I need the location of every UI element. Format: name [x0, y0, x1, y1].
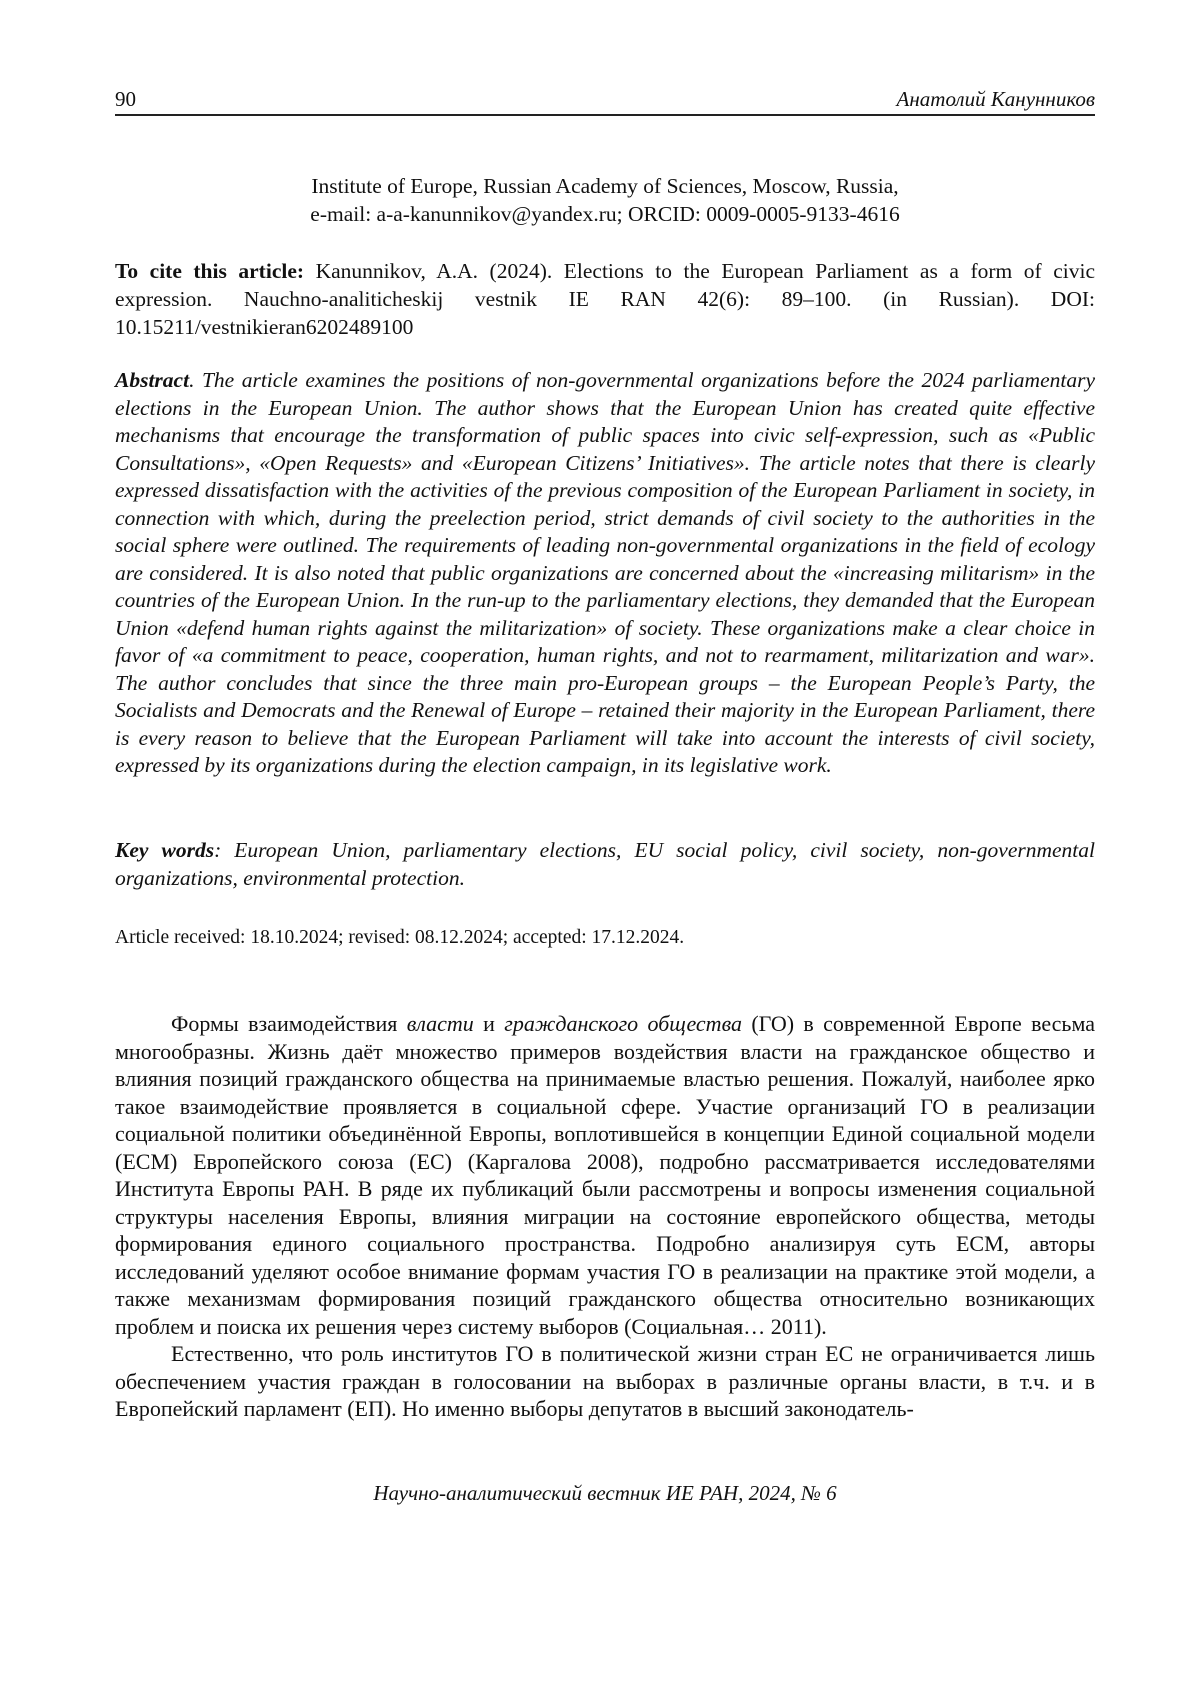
keywords-text: : European Union, parliamentary elections, EU social policy, civil society, non-governmental organizations, environmental protection.	[115, 838, 1095, 890]
page-number: 90	[115, 87, 136, 111]
abstract-text: . The article examines the positions of non-governmental organizations before the 2024 parliamentary elections in the European Union. The author shows that the European Union has created quite effective mechanisms that encourage the transformation of public spaces into civic self-expression, such as «Public Consultations», «Open Requests» and «European Citizens’ Initiatives». The article notes that there is clearly expressed dissatisfaction with the activities of the previous composition of the European Parliament in society, in connection with which, during the preelection period, strict demands of civil society to the authorities in the social sphere were outlined. The requirements of leading non-governmental organizations in the field of ecology are considered. It is also noted that public organizations are concerned about the «increasing militarism» in the countries of the European Union. In the run-up to the parliamentary elections, they demanded that the European Union «defend human rights against the militarization» of society. These organizations make a clear choice in favor of «a commitment to peace, cooperation, human rights, and not to rearmament, militarization and war». The author concludes that since the three main pro-European groups – the European People’s Party, the Socialists and Democrats and the Renewal of Europe – retained their majority in the European Parliament, there is every reason to believe that the European Parliament will take into account the interests of civil society, expressed by its organizations during the election campaign, in its legislative work.	[115, 368, 1095, 777]
keywords-block	[115, 837, 1095, 892]
abstract-label: Abstract	[115, 368, 190, 392]
journal-footer: Научно-аналитический вестник ИЕ РАН, 2024, № 6	[373, 1481, 837, 1505]
p1-rest: (ГО) в современной Европе весьма многообразны. Жизнь даёт множество примеров воздействия власти на гражданское общество и влияния позиций гражданского общества на принимаемые властью решения. Пожалуй, наиболее ярко такое взаимодействие проявляется в социальной сфере. Участие организаций ГО в реализации социальной политики объединённой Европы, воплотившейся в концепции Единой социальной модели (ЕСМ) Европейского союза (ЕС) (Каргалова 2008), подробно рассматривается исследователями Института Европы РАН. В ряде их публикаций были рассмотрены и вопросы изменения социальной структуры населения Европы, влияния миграции на состояние европейского общества, методы формирования единого социального пространства. Подробно анализируя суть ЕСМ, авторы исследований уделяют особое внимание формам участия ГО в реализации на практике этой модели, а также механизмам формирования позиций гражданского общества относительно возникающих проблем и поиска их решения через систему выборов (Социальная… 2011).	[115, 1011, 1095, 1339]
affiliation-line: Institute of Europe, Russian Academy of Sciences, Moscow, Russia,	[311, 174, 899, 198]
article-dates: Article received: 18.10.2024; revised: 08.12.2024; accepted: 17.12.2024.	[115, 927, 685, 948]
running-author: Анатолий Канунников	[896, 87, 1095, 111]
p1-emphasis-power: власти	[406, 1011, 474, 1036]
article-body	[115, 1010, 1095, 1423]
body-paragraph	[115, 1010, 1095, 1340]
citation-text: Kanunnikov, A.A. (2024). Elections to the European Parliament as a form of civic expression. Nauchno-analiticheskij vestnik IE RAN 42(6): 89–100. (in Russian). DOI: 10.15211/vestnikieran6202489100	[115, 259, 1095, 339]
citation-block	[115, 257, 1095, 341]
p1-start: Формы взаимодействия	[171, 1011, 407, 1036]
body-paragraph: Естественно, что роль институтов ГО в политической жизни стран ЕС не ограничивается лишь обеспечением участия граждан в голосовании на выборах в различные органы власти, в т.ч. и в Европейский парламент (ЕП). Но именно выборы депутатов в высший законодатель-	[115, 1341, 1095, 1421]
keywords-label: Key words	[115, 838, 215, 862]
p1-emphasis-civil-society: гражданского общества	[504, 1011, 742, 1036]
citation-label: To cite this article:	[115, 259, 305, 283]
running-header	[115, 84, 1095, 116]
p1-mid: и	[473, 1011, 505, 1036]
contact-line: e-mail: a-a-kanunnikov@yandex.ru; ORCID: 0009-0005-9133-4616	[310, 202, 900, 226]
abstract-block	[115, 367, 1095, 780]
author-affiliation	[115, 172, 1095, 228]
